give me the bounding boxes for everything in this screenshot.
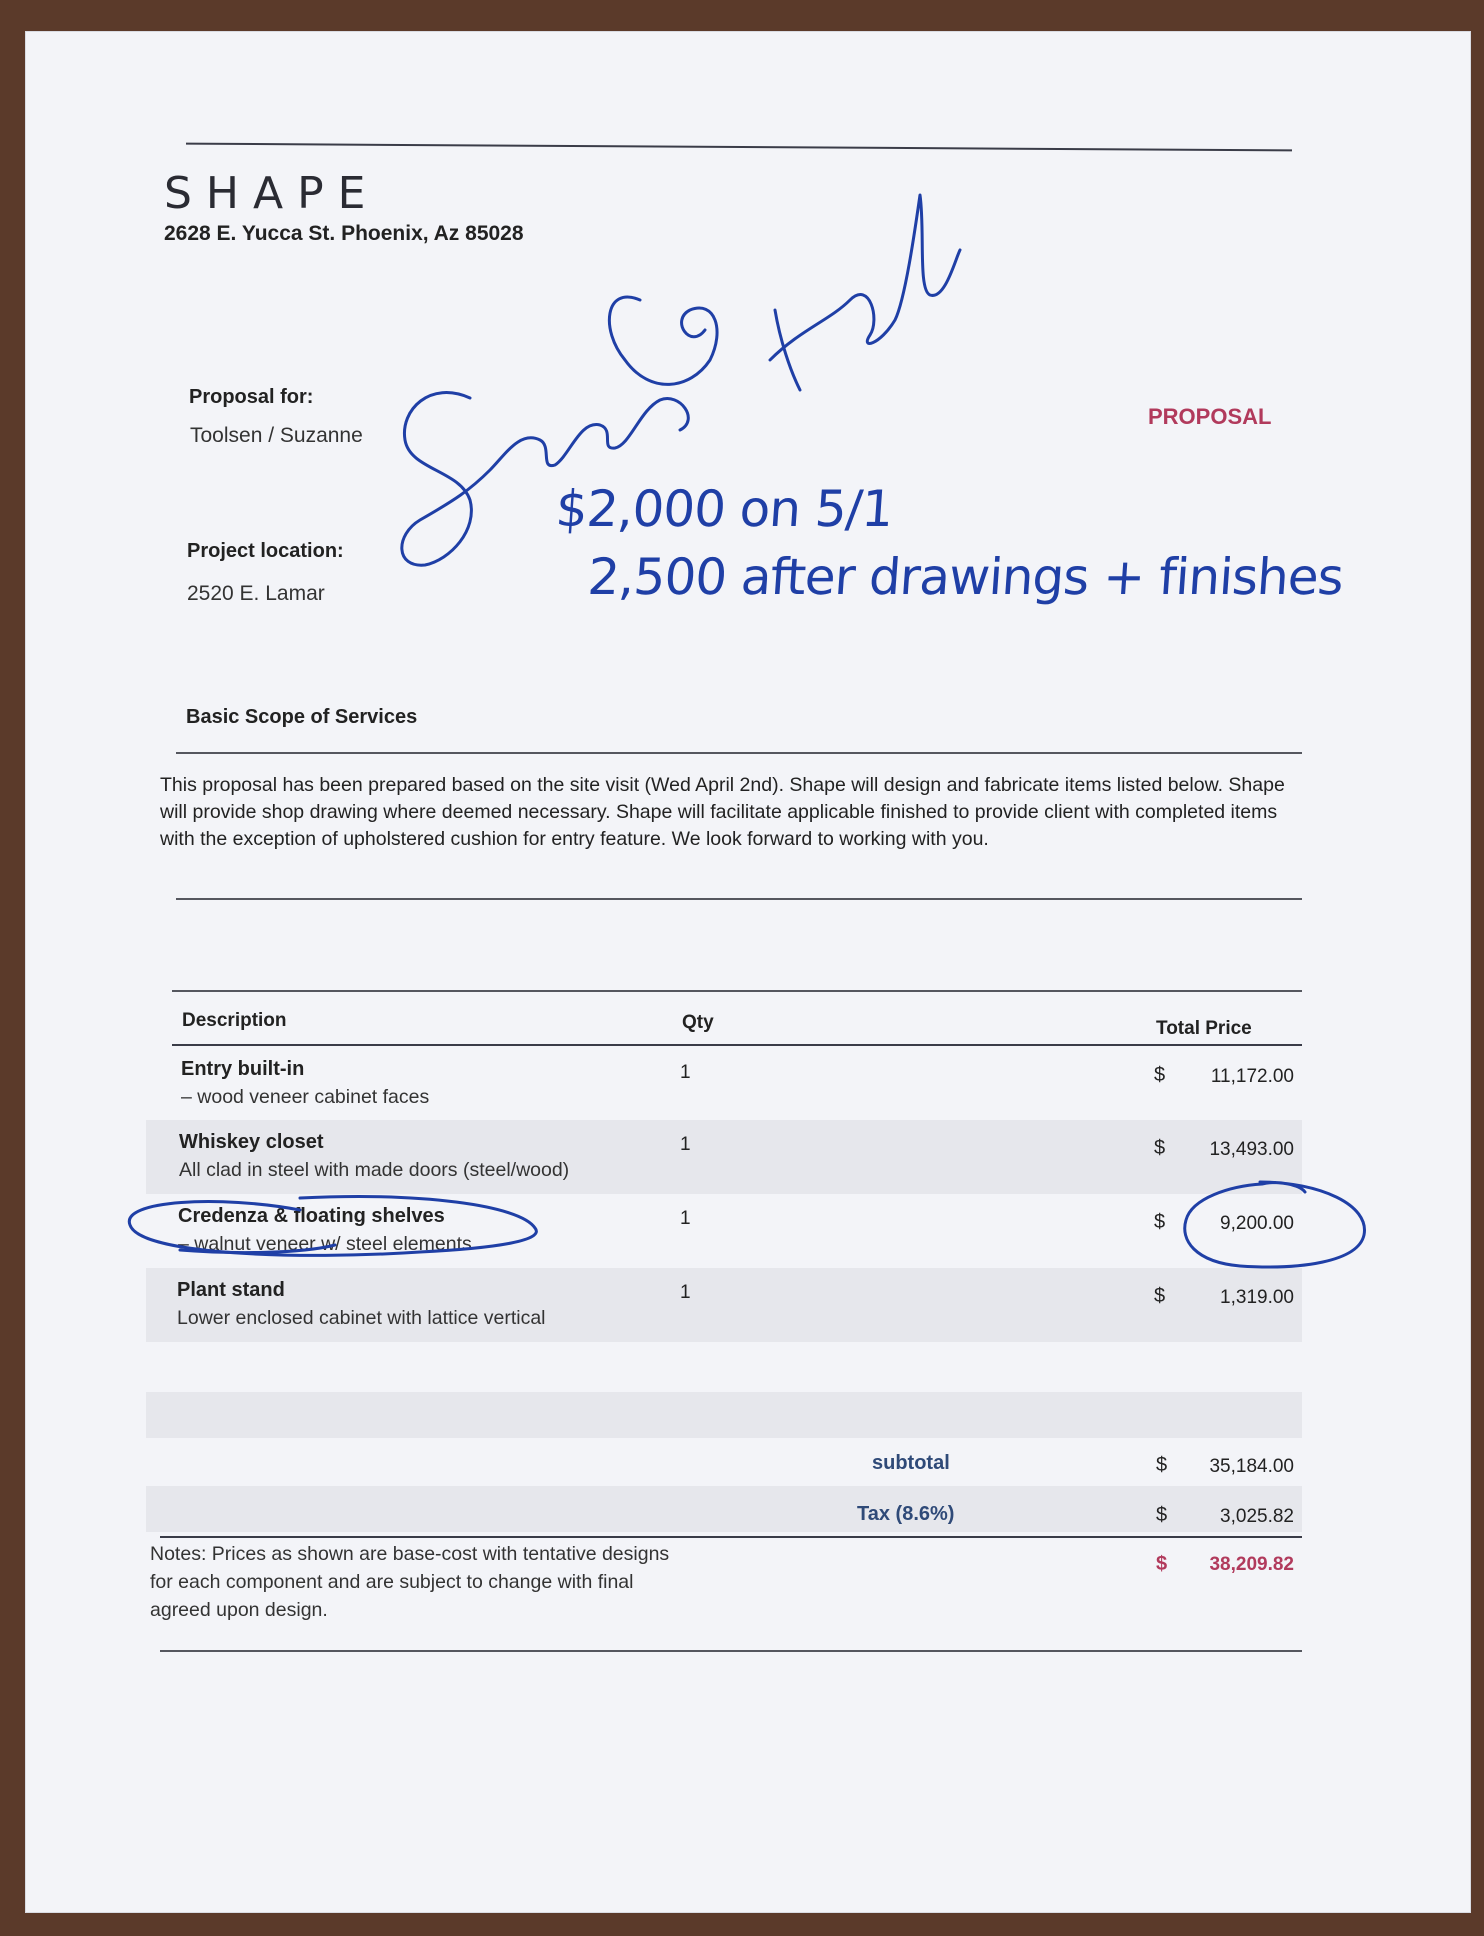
tax-label: Tax (8.6%) [857, 1503, 955, 1525]
item-price: 13,493.00 [1209, 1139, 1294, 1160]
proposal-for-value: Toolsen / Suzanne [190, 424, 363, 447]
item-currency: $ [1154, 1211, 1166, 1233]
item-description: – walnut veneer w/ steel elements [178, 1233, 472, 1255]
document-type-title: PROPOSAL [1148, 404, 1272, 429]
total-value: 38,209.82 [1209, 1554, 1294, 1575]
item-name: Plant stand [177, 1279, 285, 1301]
scope-text: This proposal has been prepared based on the site visit (Wed April 2nd). Shape will design and fabricate items listed below. Shape will provide shop drawing where deemed necessary. Shape will facilitate applicable finished to provide client with completed items with the exception of upholstered cushion for entry feature. We look forward to working with you. [160, 774, 1285, 850]
item-name: Entry built-in [181, 1058, 305, 1080]
total-currency: $ [1156, 1553, 1168, 1575]
column-header-qty: Qty [682, 1012, 714, 1033]
table-header-rule [172, 1044, 1302, 1046]
column-header-total-price: Total Price [1156, 1018, 1252, 1039]
item-qty: 1 [680, 1134, 691, 1155]
item-price: 1,319.00 [1220, 1287, 1294, 1308]
item-description: Lower enclosed cabinet with lattice vertical [177, 1307, 546, 1329]
tax-currency: $ [1156, 1504, 1168, 1526]
row-band [146, 1392, 1302, 1438]
item-qty: 1 [680, 1282, 691, 1303]
subtotal-value: 35,184.00 [1209, 1456, 1294, 1477]
item-description: All clad in steel with made doors (steel/wood) [179, 1159, 570, 1181]
item-currency: $ [1154, 1137, 1166, 1159]
tax-value: 3,025.82 [1220, 1506, 1294, 1527]
item-price: 9,200.00 [1220, 1213, 1294, 1234]
item-name: Whiskey closet [179, 1131, 324, 1153]
proposal-for-label: Proposal for: [189, 386, 314, 408]
subtotal-currency: $ [1156, 1454, 1168, 1476]
company-address: 2628 E. Yucca St. Phoenix, Az 85028 [164, 222, 524, 245]
item-currency: $ [1154, 1064, 1166, 1086]
column-header-description: Description [182, 1010, 287, 1031]
item-description: – wood veneer cabinet faces [181, 1086, 430, 1108]
item-qty: 1 [680, 1062, 691, 1083]
subtotal-label: subtotal [872, 1452, 950, 1474]
item-currency: $ [1154, 1285, 1166, 1307]
item-name: Credenza & floating shelves [178, 1205, 445, 1227]
scope-top-rule [176, 752, 1302, 754]
project-location-value: 2520 E. Lamar [187, 582, 325, 605]
scope-heading: Basic Scope of Services [186, 706, 418, 728]
item-price: 11,172.00 [1210, 1066, 1294, 1087]
scope-bottom-rule [176, 898, 1302, 900]
handwritten-payment-note-2: 2,500 after drawings + finishes [585, 548, 1345, 606]
table-top-rule [172, 990, 1302, 992]
footer-rule [160, 1650, 1302, 1652]
item-qty: 1 [680, 1208, 691, 1229]
handwritten-payment-note-1: $2,000 on 5/1 [553, 480, 895, 538]
project-location-label: Project location: [187, 540, 344, 562]
company-logo: SHAPE [164, 168, 380, 219]
notes-text: Notes: Prices as shown are base-cost with tentative designs for each component and are subject to change with final agreed upon design. [150, 1543, 670, 1621]
proposal-sheet [26, 32, 1470, 1912]
summary-rule [160, 1536, 1302, 1538]
